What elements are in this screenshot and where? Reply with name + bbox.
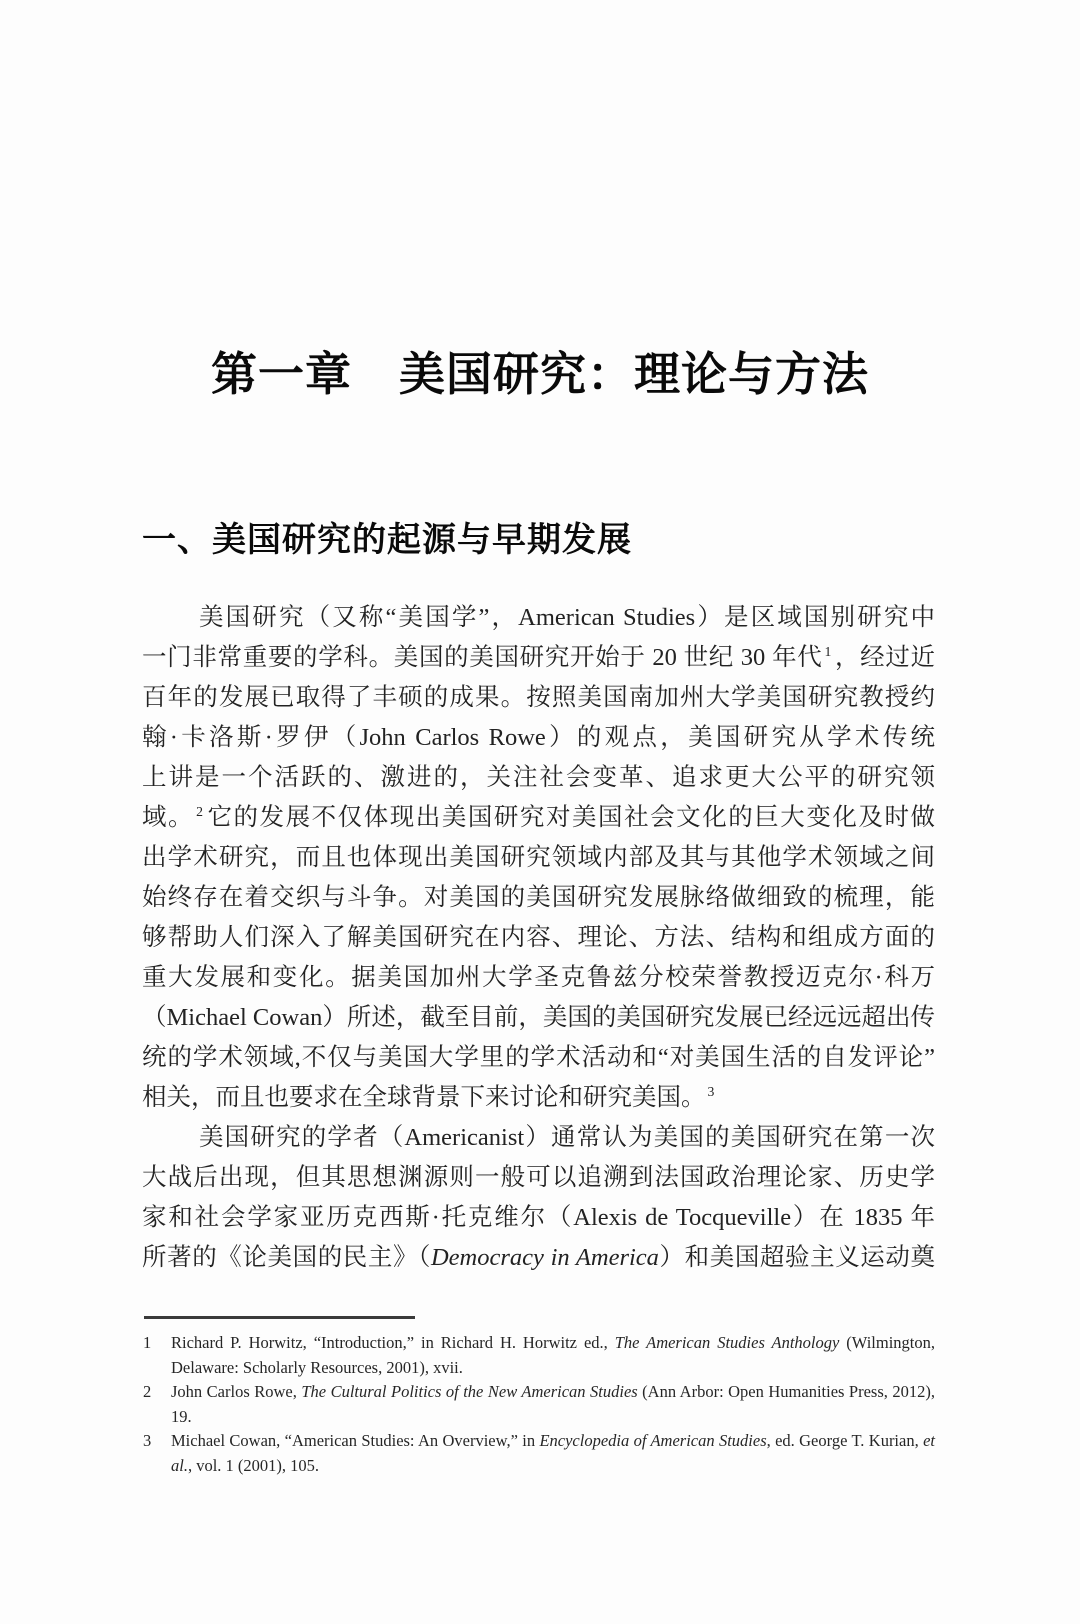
text-run: Michael Cowan, “American Studies: An Overview,” in (171, 1431, 540, 1450)
footnote-text (171, 1331, 935, 1380)
footnote-separator (144, 1316, 415, 1319)
body-line (142, 958, 935, 998)
body-line (142, 1078, 935, 1118)
text-run: 百年的发展已取得了丰硕的成果。按照美国南加州大学美国研究教授约 (142, 684, 935, 711)
body-line (142, 678, 935, 718)
footnote-ref: 3 (707, 1083, 715, 1099)
footnote (143, 1429, 935, 1478)
text-run: 域。 (142, 804, 195, 831)
chapter-title: 第一章 美国研究：理论与方法 (211, 349, 869, 400)
footnote-ref: 2 (196, 803, 203, 819)
text-run: 美国研究（又称“美国学”，American Studies）是区域国别研究中 (199, 604, 935, 631)
italic-text: Encyclopedia of American Studies (539, 1431, 767, 1450)
body-line (142, 598, 935, 638)
text-run: John Carlos Rowe, (171, 1382, 302, 1401)
text-run: 大战后出现，但其思想渊源则一般可以追溯到法国政治理论家、历史学 (142, 1164, 935, 1191)
text-run: 始终存在着交织与斗争。对美国的美国研究发展脉络做细致的梳理，能 (142, 884, 935, 911)
text-run: (Ann Arbor: Open Humanities Press, 2012), 19. (171, 1382, 935, 1426)
body-line (142, 1038, 935, 1078)
footnote-number: 1 (143, 1333, 152, 1352)
section-heading: 一、美国研究的起源与早期发展 (142, 522, 632, 559)
body-line (142, 1198, 935, 1238)
text-run: 一门非常重要的学科。美国的美国研究开始于 20 世纪 30 年代 (142, 644, 823, 671)
text-run: 相关，而且也要求在全球背景下来讨论和研究美国。 (142, 1084, 706, 1111)
text-run: （Michael Cowan）所述，截至目前，美国的美国研究发展已经远远超出传 (142, 1004, 935, 1031)
text-run: 够帮助人们深入了解美国研究在内容、理论、方法、结构和组成方面的 (142, 924, 935, 951)
italic-text: The American Studies Anthology (614, 1333, 840, 1352)
body-line (142, 1118, 935, 1158)
text-run: ，经过近 (834, 644, 935, 671)
text-run: 它的发展不仅体现出美国研究对美国社会文化的巨大变化及时做 (205, 804, 935, 831)
footnotes-list (143, 1331, 935, 1478)
text-run: 翰·卡洛斯·罗伊（John Carlos Rowe）的观点，美国研究从学术传统 (142, 724, 935, 751)
body-line (142, 918, 935, 958)
footnote (143, 1331, 935, 1380)
text-run: 上讲是一个活跃的、激进的，关注社会变革、追求更大公平的研究领 (142, 764, 935, 791)
body-line (142, 838, 935, 878)
body-line (142, 1238, 935, 1278)
text-run: 家和社会学家亚历克西斯·托克维尔（Alexis de Tocqueville）在 1835 年 (142, 1204, 935, 1231)
body-line (142, 638, 935, 678)
text-run: , vol. 1 (2001), 105. (187, 1455, 320, 1475)
text-run: Richard P. Horwitz, “Introduction,” in Richard H. Horwitz ed., (171, 1333, 615, 1352)
text-run: ）和美国超验主义运动奠 (658, 1244, 935, 1271)
body-line (142, 878, 935, 918)
footnotes (143, 1316, 935, 1478)
body-text (142, 598, 935, 1278)
body-line (142, 758, 935, 798)
footnote-number: 2 (143, 1382, 152, 1401)
text-run: 重大发展和变化。据美国加州大学圣克鲁兹分校荣誉教授迈克尔·科万 (142, 964, 935, 991)
text-run: 出学术研究，而且也体现出美国研究领域内部及其与其他学术领域之间 (142, 844, 935, 871)
footnote-text (171, 1429, 935, 1478)
footnote (143, 1380, 935, 1429)
text-run: , ed. George T. Kurian, (766, 1431, 924, 1450)
text-run: 统的学术领域,不仅与美国大学里的学术活动和“对美国生活的自发评论” (142, 1044, 935, 1071)
body-line (142, 798, 935, 838)
body-line (142, 998, 935, 1038)
body-line (142, 1158, 935, 1198)
italic-text: et al. (171, 1431, 935, 1475)
body-line (142, 718, 935, 758)
italic-text: The Cultural Politics of the New American Studies (301, 1382, 638, 1401)
footnote-ref: 1 (824, 643, 832, 659)
text-run: (Wilmington, Delaware: Scholarly Resources, 2001), xvii. (171, 1333, 935, 1377)
footnote-text (171, 1380, 935, 1429)
footnote-number: 3 (143, 1431, 152, 1450)
italic-text: Democracy in America (430, 1244, 659, 1271)
text-run: 美国研究的学者（Americanist）通常认为美国的美国研究在第一次 (199, 1124, 935, 1151)
text-run: 所著的《论美国的民主》（ (142, 1244, 431, 1271)
